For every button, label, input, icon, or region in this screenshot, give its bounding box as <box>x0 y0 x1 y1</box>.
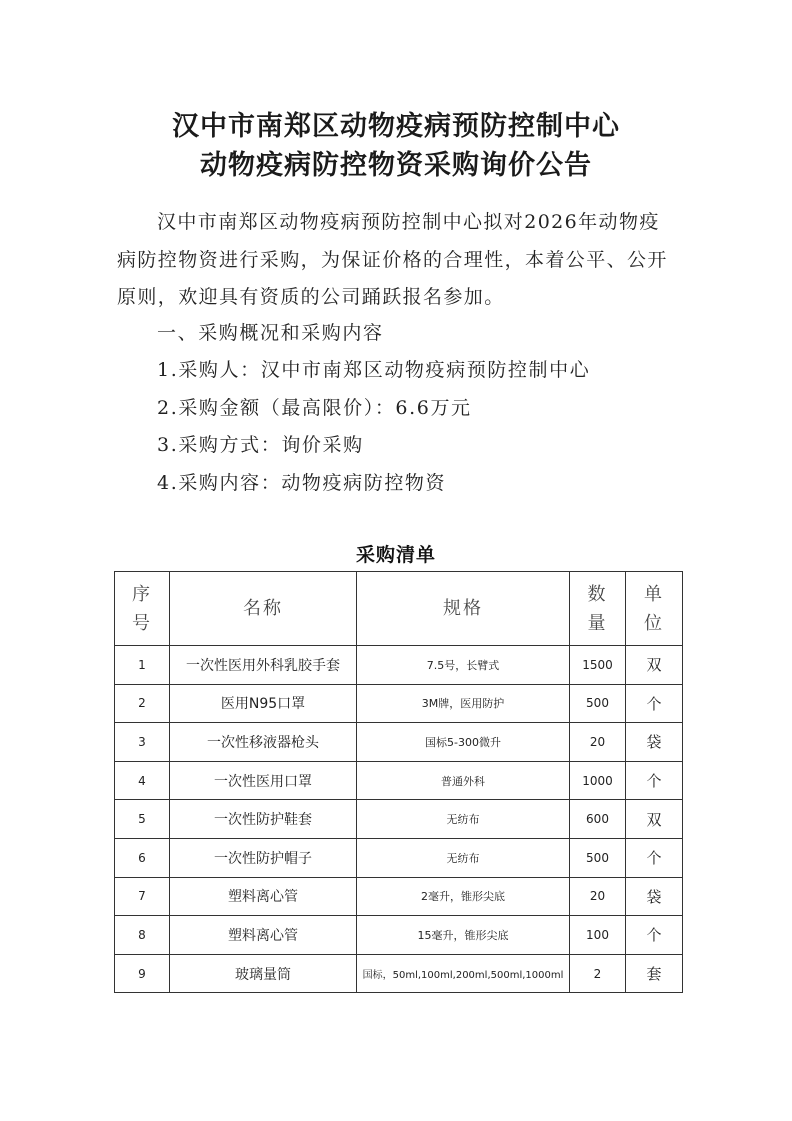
cell-qty: 100 <box>570 916 626 955</box>
cell-no: 5 <box>115 800 170 839</box>
cell-no: 1 <box>115 646 170 685</box>
table-row <box>115 916 683 955</box>
cell-spec: 3M牌，医用防护 <box>357 684 570 723</box>
cell-qty: 1500 <box>570 646 626 685</box>
procurement-table <box>114 571 683 993</box>
cell-name: 一次性防护鞋套 <box>170 800 357 839</box>
cell-spec: 15毫升，锥形尖底 <box>357 916 570 955</box>
header-no <box>115 572 170 646</box>
cell-spec: 普通外科 <box>357 761 570 800</box>
header-no-char2: 号 <box>132 612 152 634</box>
header-name: 名称 <box>170 572 357 646</box>
document-title-line2: 动物疫病防控物资采购询价公告 <box>200 150 592 181</box>
cell-spec: 2毫升，锥形尖底 <box>357 877 570 916</box>
cell-name: 一次性医用口罩 <box>170 761 357 800</box>
header-no-char1: 序 <box>132 583 152 605</box>
intro-paragraph <box>117 204 677 317</box>
table-title: 采购清单 <box>355 544 436 566</box>
header-unit-char1: 单 <box>644 583 664 605</box>
cell-no: 7 <box>115 877 170 916</box>
cell-unit: 双 <box>626 800 683 839</box>
cell-qty: 500 <box>570 684 626 723</box>
cell-name: 玻璃量筒 <box>170 954 357 993</box>
header-qty-char1: 数 <box>587 583 608 605</box>
table-row <box>115 646 683 685</box>
cell-no: 6 <box>115 838 170 877</box>
cell-name: 塑料离心管 <box>170 916 357 955</box>
cell-spec: 7.5号，长臂式 <box>357 646 570 685</box>
item-method: 3.采购方式：询价采购 <box>157 434 364 456</box>
cell-qty: 1000 <box>570 761 626 800</box>
cell-qty: 20 <box>570 877 626 916</box>
cell-name: 一次性医用外科乳胶手套 <box>170 646 357 685</box>
item-purchaser: 1.采购人：汉中市南郑区动物疫病预防控制中心 <box>157 359 591 381</box>
header-unit-char2: 位 <box>644 612 664 634</box>
cell-unit: 个 <box>626 916 683 955</box>
document-title-line1: 汉中市南郑区动物疫病预防控制中心 <box>172 111 620 142</box>
table-row <box>115 877 683 916</box>
cell-name: 一次性移液器枪头 <box>170 723 357 762</box>
cell-qty: 2 <box>570 954 626 993</box>
cell-unit: 个 <box>626 838 683 877</box>
table-row <box>115 800 683 839</box>
cell-name: 一次性防护帽子 <box>170 838 357 877</box>
cell-unit: 袋 <box>626 877 683 916</box>
header-qty-char2: 量 <box>587 612 608 634</box>
table-header-row <box>115 572 683 646</box>
header-qty <box>570 572 626 646</box>
intro-text: 汉中市南郑区动物疫病预防控制中心拟对2026年动物疫病防控物资进行采购，为保证价格的合理性，本着公平、公开原则，欢迎具有资质的公司踊跃报名参加。 <box>117 211 668 308</box>
header-spec: 规格 <box>357 572 570 646</box>
cell-unit: 套 <box>626 954 683 993</box>
table-row <box>115 761 683 800</box>
table-row <box>115 954 683 993</box>
cell-name: 塑料离心管 <box>170 877 357 916</box>
section-heading-1: 一、采购概况和采购内容 <box>157 322 384 344</box>
table-row <box>115 838 683 877</box>
cell-name: 医用N95口罩 <box>170 684 357 723</box>
cell-qty: 20 <box>570 723 626 762</box>
cell-unit: 双 <box>626 646 683 685</box>
cell-spec: 无纺布 <box>357 800 570 839</box>
cell-unit: 个 <box>626 684 683 723</box>
cell-spec: 无纺布 <box>357 838 570 877</box>
cell-qty: 500 <box>570 838 626 877</box>
item-amount: 2.采购金额（最高限价）：6.6万元 <box>157 397 472 419</box>
header-unit <box>626 572 683 646</box>
cell-no: 3 <box>115 723 170 762</box>
cell-qty: 600 <box>570 800 626 839</box>
cell-no: 8 <box>115 916 170 955</box>
cell-spec: 国标，50ml,100ml,200ml,500ml,1000ml <box>357 954 570 993</box>
cell-spec: 国标5-300微升 <box>357 723 570 762</box>
cell-unit: 袋 <box>626 723 683 762</box>
cell-no: 9 <box>115 954 170 993</box>
table-row <box>115 723 683 762</box>
cell-unit: 个 <box>626 761 683 800</box>
item-content: 4.采购内容：动物疫病防控物资 <box>157 472 447 494</box>
table-row <box>115 684 683 723</box>
cell-no: 4 <box>115 761 170 800</box>
cell-no: 2 <box>115 684 170 723</box>
